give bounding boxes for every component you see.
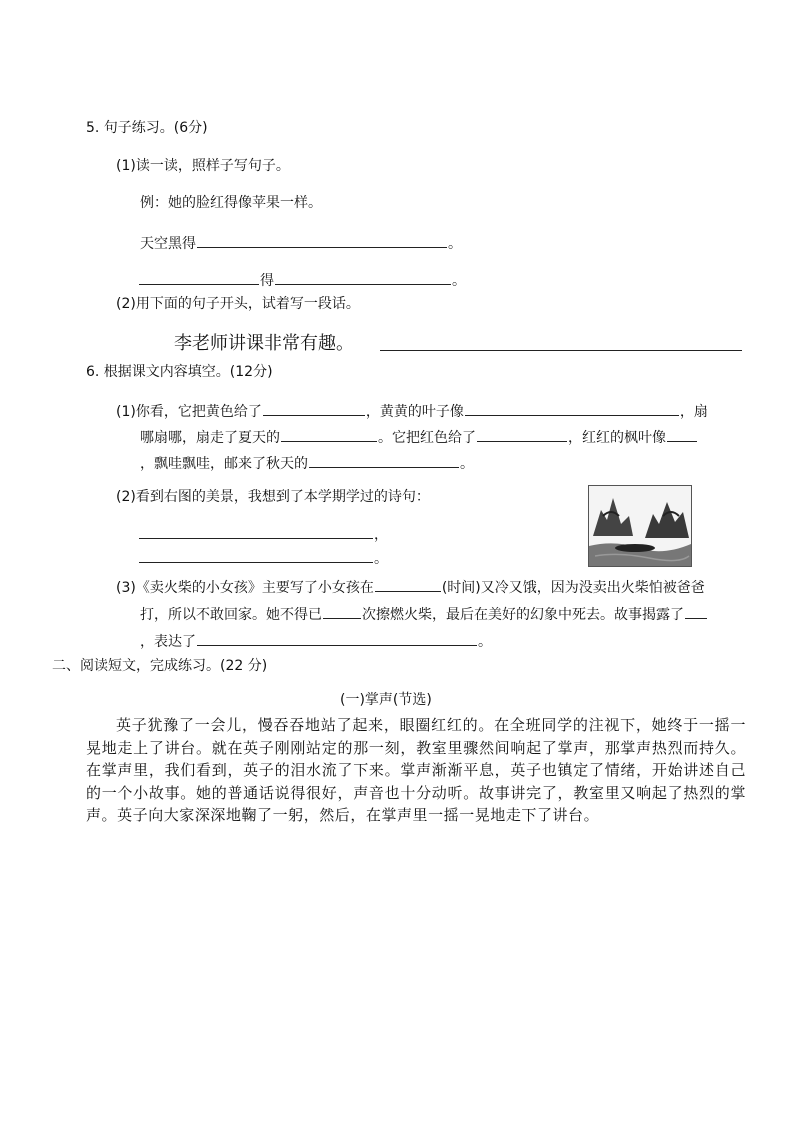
q6-p3-line2 bbox=[140, 603, 708, 625]
passage-title: (一)掌声(节选) bbox=[340, 692, 432, 708]
q6-p3-blank-3[interactable] bbox=[685, 603, 707, 619]
q6-p1-text-d: 哪扇哪，扇走了夏天的 bbox=[140, 430, 280, 446]
q5-starter: 李老师讲课非常有趣。 bbox=[174, 333, 354, 354]
landscape-image bbox=[588, 485, 692, 567]
q6-p1-blank-3[interactable] bbox=[281, 426, 377, 442]
q6-p1-text-e: 。它把红色给了 bbox=[378, 430, 476, 446]
section2-title: 二、阅读短文，完成练习。(22 分) bbox=[52, 658, 268, 674]
q5-line1-end: 。 bbox=[448, 236, 462, 252]
q6-p2-line2 bbox=[138, 547, 388, 569]
q6-p1-text-c: ，扇 bbox=[679, 404, 708, 420]
passage-body: 英子犹豫了一会儿，慢吞吞地站了起来，眼圈红红的。在全班同学的注视下，她终于一摇一晃地走上了讲台。就在英子刚刚站定的那一刻，教室里骤然间响起了掌声，那掌声热烈而持久。在掌声里，我们看到，英子的泪水流了下来。掌声渐渐平息，英子也镇定了情绪，开始讲述自己的一个小故事。她的普通话说得很好，声音也十分动听。故事讲完了，教室里又响起了热烈的掌声。英子向大家深深地鞠了一躬，然后，在掌声里一摇一晃地走下了讲台。 bbox=[86, 716, 746, 824]
q5-line2-mid: 得 bbox=[260, 273, 274, 289]
q5-line2-blank-b[interactable] bbox=[275, 269, 451, 285]
q6-p3-line3 bbox=[140, 630, 492, 652]
q6-p1-line3 bbox=[140, 452, 474, 474]
q5-line1 bbox=[140, 232, 462, 254]
q6-p1-blank-5[interactable] bbox=[667, 426, 697, 442]
q5-part1: (1)读一读，照样子写句子。 bbox=[116, 158, 290, 174]
q6-p2-blank-2[interactable] bbox=[139, 547, 373, 563]
q5-title: 5. 句子练习。(6分) bbox=[86, 120, 208, 136]
q6-p2-blank-1[interactable] bbox=[139, 523, 373, 539]
q5-line2-blank-a[interactable] bbox=[139, 269, 259, 285]
q5-line2 bbox=[138, 269, 466, 291]
q6-p1-blank-4[interactable] bbox=[477, 426, 567, 442]
q6-p3-text-a: (3)《卖火柴的小女孩》主要写了小女孩在 bbox=[116, 580, 374, 596]
landscape-image-svg bbox=[589, 486, 691, 566]
q5-line1-prefix: 天空黑得 bbox=[140, 236, 196, 252]
q6-p3-text-c: 打，所以不敢回家。她不得已 bbox=[140, 607, 322, 623]
q6-p1-blank-1[interactable] bbox=[263, 400, 365, 416]
q6-p1-text-b: ，黄黄的叶子像 bbox=[365, 404, 464, 420]
q6-p1-text-a: (1)你看，它把黄色给了 bbox=[116, 404, 262, 420]
q5-starter-blank[interactable] bbox=[380, 350, 742, 351]
q5-line1-blank[interactable] bbox=[197, 232, 447, 248]
q6-p2-line1 bbox=[138, 523, 388, 545]
q6-p3-blank-2[interactable] bbox=[323, 603, 361, 619]
q6-p1-line1 bbox=[116, 400, 708, 422]
q6-p3-text-b: (时间)又冷又饿，因为没卖出火柴怕被爸爸 bbox=[441, 580, 705, 596]
q6-p1-text-f: ，红红的枫叶像 bbox=[568, 430, 666, 446]
q6-p3-blank-1[interactable] bbox=[375, 576, 441, 592]
q6-p3-text-f: 。 bbox=[478, 634, 492, 650]
q6-p3-text-d: 次擦燃火柴，最后在美好的幻象中死去。故事揭露了 bbox=[362, 607, 684, 623]
q6-p2-end: 。 bbox=[374, 551, 388, 567]
q6-p1-text-h: 。 bbox=[460, 456, 474, 472]
q6-part2: (2)看到右图的美景，我想到了本学期学过的诗句： bbox=[116, 489, 430, 505]
q6-p3-line1 bbox=[116, 576, 705, 598]
q6-p3-blank-4[interactable] bbox=[197, 630, 477, 646]
q6-p1-blank-6[interactable] bbox=[309, 452, 459, 468]
q6-p2-comma: ， bbox=[374, 527, 388, 543]
q6-p3-text-e: ，表达了 bbox=[140, 634, 196, 650]
q6-p1-text-g: ，飘哇飘哇，邮来了秋天的 bbox=[140, 456, 308, 472]
q5-part2: (2)用下面的句子开头，试着写一段话。 bbox=[116, 296, 360, 312]
boat bbox=[615, 544, 655, 552]
q5-example: 例：她的脸红得像苹果一样。 bbox=[140, 195, 322, 211]
q6-p1-blank-2[interactable] bbox=[465, 400, 679, 416]
q6-p1-line2 bbox=[140, 426, 698, 448]
q5-line2-end: 。 bbox=[452, 273, 466, 289]
q6-title: 6. 根据课文内容填空。(12分) bbox=[86, 364, 273, 380]
